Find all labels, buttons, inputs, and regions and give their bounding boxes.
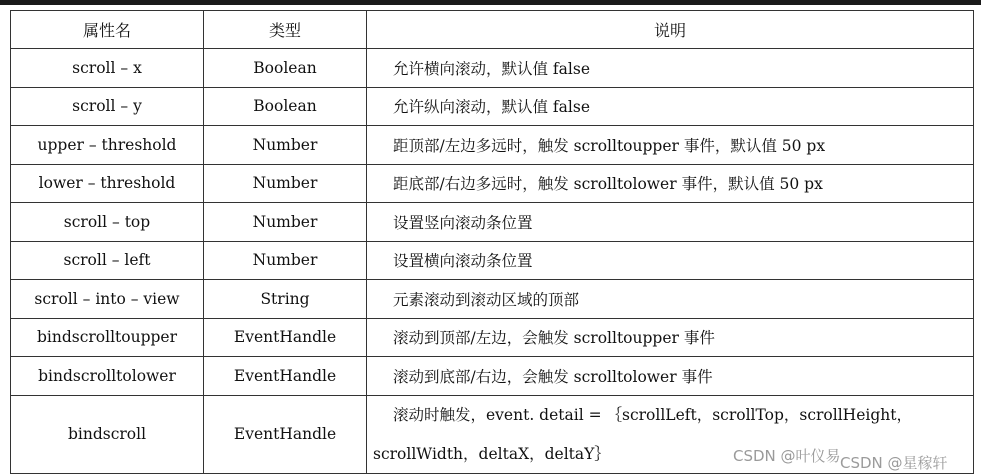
attribute-name-cell: scroll – x: [11, 49, 204, 88]
table-row: [11, 241, 974, 280]
table-row: [11, 203, 974, 242]
table-row: [11, 164, 974, 203]
type-cell: Number: [204, 126, 367, 165]
attribute-table: [10, 10, 974, 474]
description-cell: 设置横向滚动条位置: [367, 241, 974, 280]
description-line-2: scrollWidth，deltaX，deltaY｝: [373, 444, 610, 463]
type-cell: EventHandle: [204, 395, 367, 473]
attribute-name-cell: scroll – top: [11, 203, 204, 242]
type-cell: Number: [204, 241, 367, 280]
description-cell: 距底部/右边多远时，触发 scrolltolower 事件，默认值 50 px: [367, 164, 974, 203]
description-cell: 滚动到顶部/左边，会触发 scrolltoupper 事件: [367, 318, 974, 357]
description-cell: 设置竖向滚动条位置: [367, 203, 974, 242]
table-header-row: [11, 11, 974, 49]
attribute-name-cell: lower – threshold: [11, 164, 204, 203]
watermark-secondary: CSDN @星稼轩: [840, 454, 948, 472]
table-row: [11, 126, 974, 165]
type-cell: String: [204, 280, 367, 319]
description-cell: 滚动到底部/右边，会触发 scrolltolower 事件: [367, 357, 974, 396]
type-cell: EventHandle: [204, 357, 367, 396]
description-cell: 元素滚动到滚动区域的顶部: [367, 280, 974, 319]
attribute-name-cell: bindscrolltolower: [11, 357, 204, 396]
attribute-name-cell: scroll – left: [11, 241, 204, 280]
type-cell: Number: [204, 164, 367, 203]
header-description: 说明: [367, 11, 974, 49]
description-line-1: 滚动时触发，event. detail = ｛scrollLeft，scrollTop，scrollHeight，: [393, 405, 912, 424]
header-attribute-name: 属性名: [11, 11, 204, 49]
watermark-primary: CSDN @叶仪易: [733, 447, 841, 465]
type-cell: EventHandle: [204, 318, 367, 357]
attribute-name-cell: upper – threshold: [11, 126, 204, 165]
table-row: [11, 87, 974, 126]
attribute-name-cell: bindscroll: [11, 395, 204, 473]
table-row: [11, 49, 974, 88]
description-cell: 距顶部/左边多远时，触发 scrolltoupper 事件，默认值 50 px: [367, 126, 974, 165]
table-row: [11, 357, 974, 396]
type-cell: Number: [204, 203, 367, 242]
top-border-bar: [0, 0, 981, 5]
attribute-name-cell: scroll – y: [11, 87, 204, 126]
table-row: [11, 318, 974, 357]
description-cell: 允许横向滚动，默认值 false: [367, 49, 974, 88]
header-type: 类型: [204, 11, 367, 49]
table-row: [11, 280, 974, 319]
type-cell: Boolean: [204, 49, 367, 88]
description-cell: 允许纵向滚动，默认值 false: [367, 87, 974, 126]
attribute-name-cell: scroll – into – view: [11, 280, 204, 319]
attribute-name-cell: bindscrolltoupper: [11, 318, 204, 357]
type-cell: Boolean: [204, 87, 367, 126]
